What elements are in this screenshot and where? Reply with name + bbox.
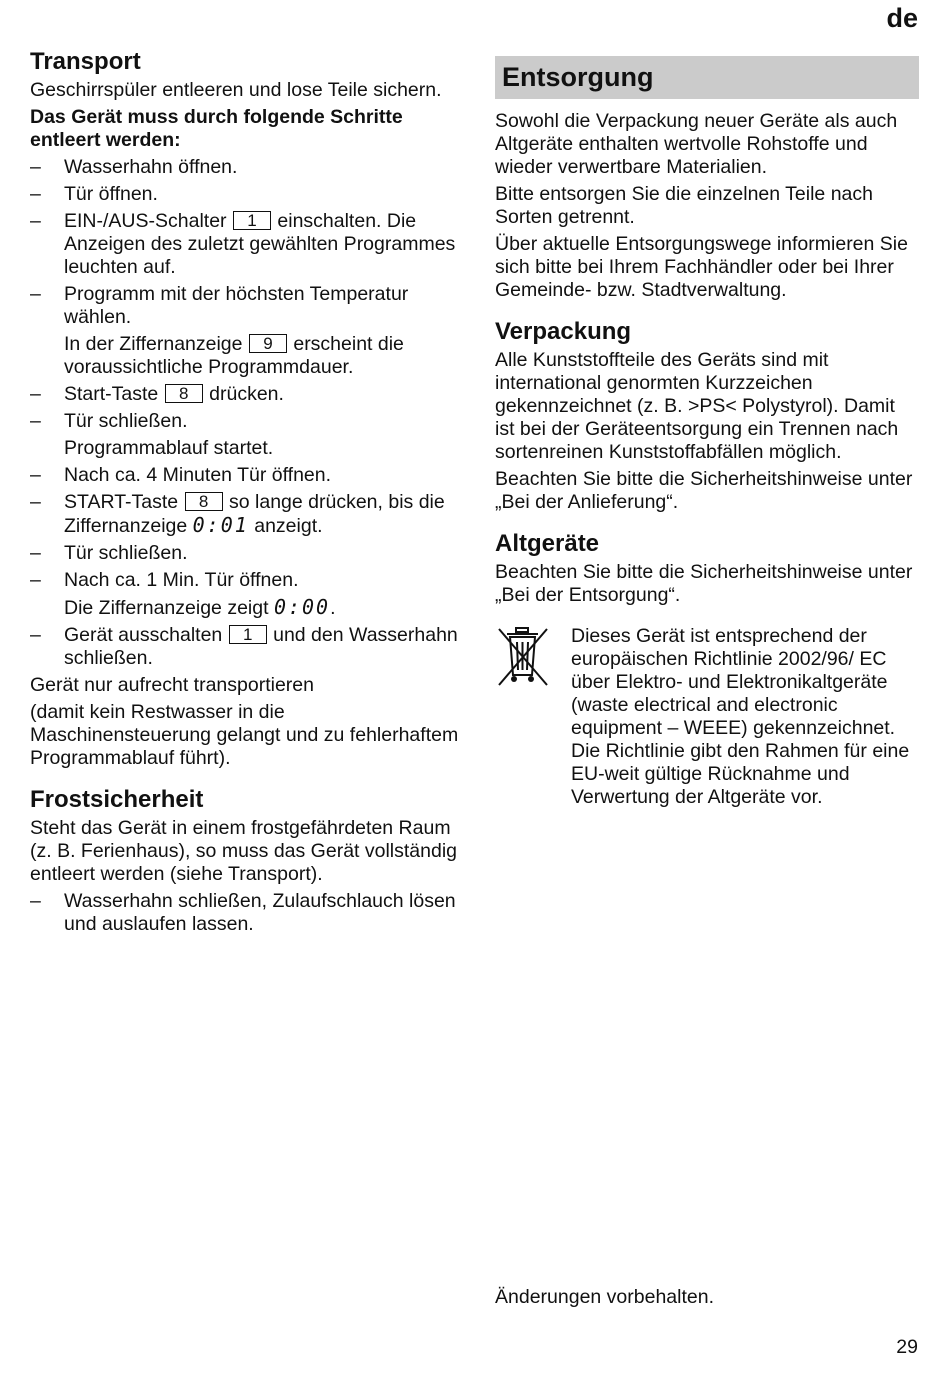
- entsorgung-banner: Entsorgung: [495, 56, 919, 99]
- step-text: Wasserhahn schließen, Zulaufschlauch lösen und auslaufen lassen.: [64, 890, 456, 935]
- transport-bold-note: Das Gerät muss durch folgende Schritte entleert werden:: [30, 106, 403, 151]
- transport-upright: Gerät nur aufrecht transportieren: [30, 674, 314, 696]
- step-text: Tür öffnen.: [64, 183, 158, 205]
- frost-steps: [30, 890, 460, 936]
- entsorgung-paragraph: Bitte entsorgen Sie die einzelnen Teile nach Sorten getrennt.: [495, 183, 873, 228]
- note-text: .: [330, 597, 336, 619]
- dash-bullet: –: [30, 210, 41, 232]
- verpackung-paragraph: Beachten Sie bitte die Sicherheitshinweise unter „Bei der Anlieferung“.: [495, 468, 913, 513]
- key-symbol: 8: [185, 492, 223, 511]
- transport-intro: Geschirrspüler entleeren und lose Teile sichern.: [30, 79, 442, 101]
- frost-section: [30, 786, 460, 936]
- step-text: Nach ca. 1 Min. Tür öffnen.: [64, 569, 299, 591]
- transport-steps: [30, 156, 460, 329]
- transport-steps-continued: [30, 383, 460, 433]
- altgeraete-paragraph: Beachten Sie bitte die Sicherheitshinweise unter „Bei der Entsorgung“.: [495, 561, 913, 606]
- step-note: [30, 333, 460, 379]
- altgeraete-heading: Altgeräte: [495, 530, 600, 557]
- step-text: so lange drücken, bis die Ziffernanzeige: [64, 491, 445, 537]
- entsorgung-paragraph: Sowohl die Verpackung neuer Geräte als auch Altgeräte enthalten wertvolle Rohstoffe und wieder verwertbare Materialien.: [495, 110, 898, 178]
- language-tag: de: [886, 3, 918, 33]
- transport-steps-continued: [30, 464, 460, 592]
- list-item: [30, 410, 460, 433]
- digit-display: 0:01: [192, 513, 249, 537]
- weee-notice: [495, 625, 919, 813]
- verpackung-heading: Verpackung: [495, 318, 632, 345]
- step-text: START-Taste: [64, 491, 179, 513]
- list-item: [30, 183, 460, 206]
- verpackung-paragraph: Alle Kunststoffteile des Geräts sind mit international genormten Kurzzeichen gekennzeichnet (z. B. >PS< Polystyrol). Damit ist bei der Geräteentsorgung ein Trennen nach sortenreinen Kunststoffabfällen möglich.: [495, 349, 899, 463]
- step-text: Programm mit der höchsten Temperatur wählen.: [64, 283, 409, 328]
- dash-bullet: –: [30, 283, 41, 305]
- list-item: [30, 890, 460, 936]
- dash-bullet: –: [30, 890, 41, 912]
- dash-bullet: –: [30, 183, 41, 205]
- dash-bullet: –: [30, 464, 41, 486]
- note-text: erscheint die voraussichtliche Programmdauer.: [64, 333, 404, 378]
- step-text: anzeigt.: [254, 515, 323, 537]
- list-item: [30, 491, 460, 538]
- list-item: [30, 569, 460, 592]
- dash-bullet: –: [30, 491, 41, 513]
- dash-bullet: –: [30, 383, 41, 405]
- weee-text: Dieses Gerät ist entsprechend der europäischen Richtlinie 2002/96/ EC über Elektro- und Elektronikaltgeräte (waste electrical and electronic equipment – WEEE) gekennzeichnet. Die Richtlinie gibt den Rahmen für eine EU-weit gültige Rücknahme und Verwertung der Altgeräte vor.: [571, 625, 910, 808]
- step-text: drücken.: [209, 383, 284, 405]
- transport-upright-reason: (damit kein Restwasser in die Maschinensteuerung gelangt und zu fehlerhaftem Programmablauf führt).: [30, 701, 459, 769]
- frost-heading: Frostsicherheit: [30, 786, 204, 813]
- frost-text: Steht das Gerät in einem frostgefährdeten Raum (z. B. Ferienhaus), so muss das Gerät vollständig entleert werden (siehe Transport).: [30, 817, 458, 885]
- list-item: [30, 542, 460, 565]
- step-text: einschalten. Die Anzeigen des zuletzt gewählten Programmes leuchten auf.: [64, 210, 456, 278]
- key-symbol: 8: [165, 384, 203, 403]
- list-item: [30, 210, 460, 279]
- dash-bullet: –: [30, 410, 41, 432]
- entsorgung-paragraph: Über aktuelle Entsorgungswege informieren Sie sich bitte bei Ihrem Fachhändler oder bei Ihrer Gemeinde- bzw. Stadtverwaltung.: [495, 233, 908, 301]
- step-text: EIN-/AUS-Schalter: [64, 210, 227, 232]
- list-item: [30, 624, 460, 670]
- key-symbol: 9: [249, 334, 287, 353]
- list-item: [30, 383, 460, 406]
- footer-note: Änderungen vorbehalten.: [495, 1286, 715, 1308]
- dash-bullet: –: [30, 569, 41, 591]
- transport-steps-continued: [30, 624, 460, 670]
- dash-bullet: –: [30, 156, 41, 178]
- step-text: Nach ca. 4 Minuten Tür öffnen.: [64, 464, 332, 486]
- key-symbol: 1: [233, 211, 271, 230]
- crossed-out-bin-icon: [495, 625, 551, 689]
- digit-display: 0:00: [273, 595, 331, 619]
- step-text: Gerät ausschalten: [64, 624, 223, 646]
- transport-section: [30, 48, 460, 770]
- list-item: [30, 283, 460, 329]
- right-column: [495, 48, 919, 813]
- step-note: [30, 596, 460, 620]
- step-text: Wasserhahn öffnen.: [64, 156, 238, 178]
- key-symbol: 1: [229, 625, 267, 644]
- dash-bullet: –: [30, 542, 41, 564]
- dash-bullet: –: [30, 624, 41, 646]
- left-column: [30, 48, 460, 940]
- step-text: Tür schließen.: [64, 542, 188, 564]
- transport-heading: Transport: [30, 48, 141, 75]
- list-item: [30, 464, 460, 487]
- page-number: 29: [896, 1336, 918, 1358]
- step-text: Start-Taste: [64, 383, 159, 405]
- note-text: Die Ziffernanzeige zeigt: [64, 597, 269, 619]
- step-note: Programmablauf startet.: [64, 437, 274, 459]
- note-text: In der Ziffernanzeige: [64, 333, 243, 355]
- step-text: Tür schließen.: [64, 410, 188, 432]
- list-item: [30, 156, 460, 179]
- step-text: und den Wasserhahn schließen.: [64, 624, 458, 669]
